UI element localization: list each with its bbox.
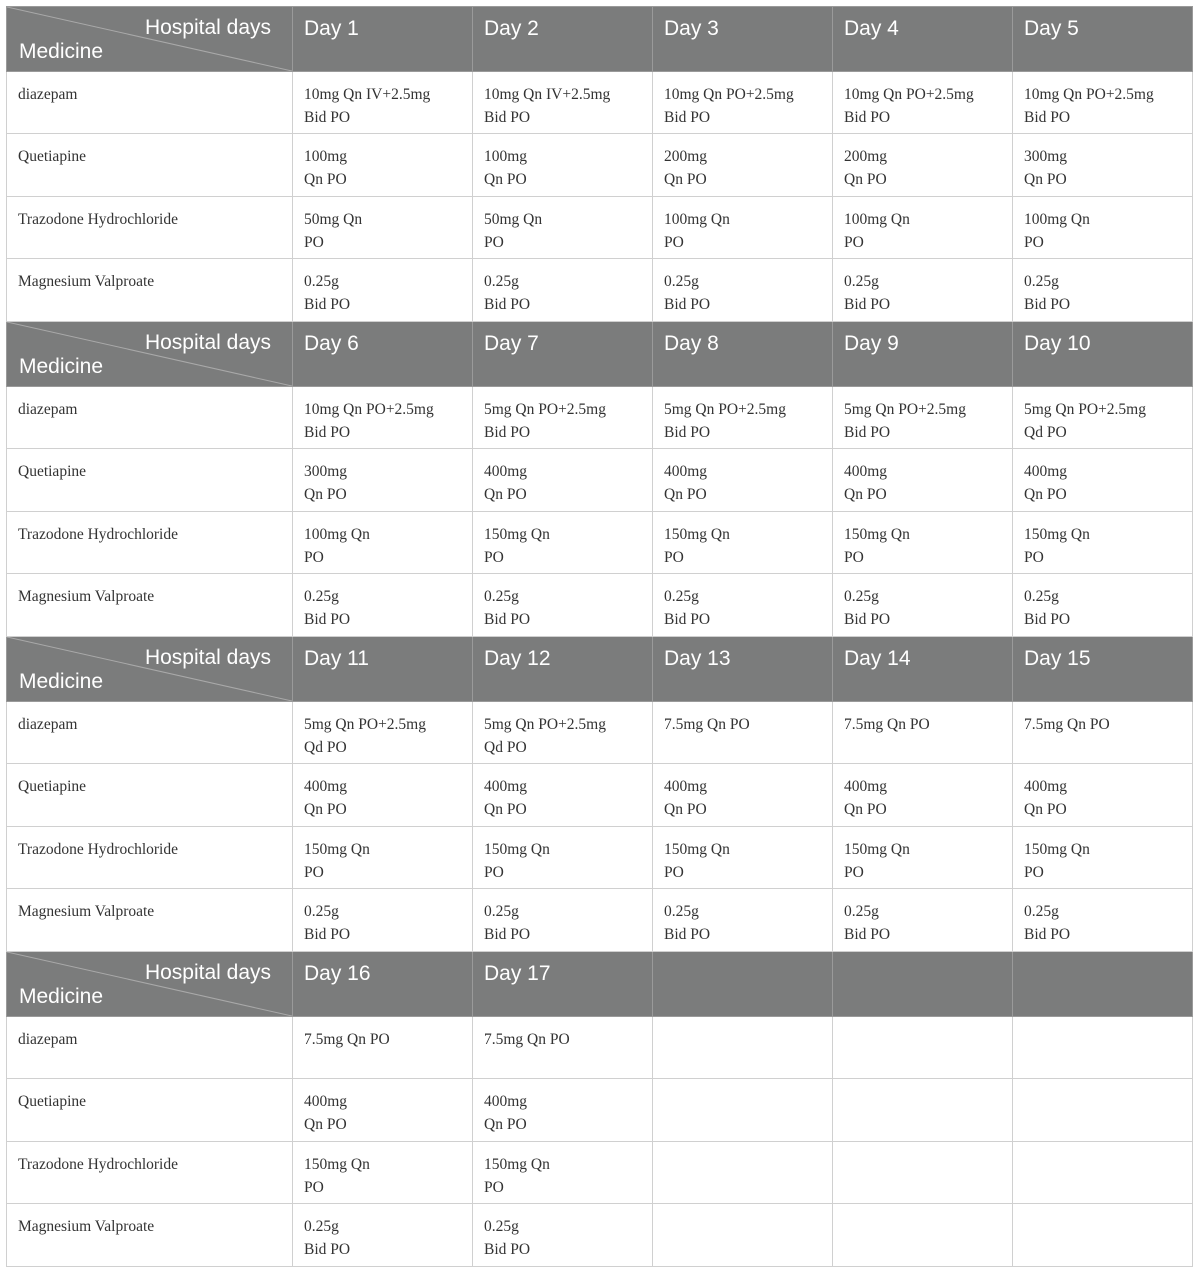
dose-line: PO (304, 863, 324, 881)
dose-cell (1013, 259, 1193, 322)
dose-line: Qn PO (844, 800, 887, 818)
dose-line: Qn PO (484, 485, 527, 503)
dose-line: 5mg Qn PO+2.5mg (664, 401, 786, 418)
day-header-cell: Day 8 (653, 322, 833, 387)
dose-cell (653, 197, 833, 259)
dose-line: 150mg Qn (484, 526, 550, 543)
dose-line: Bid PO (304, 423, 351, 441)
medicine-name-cell: Magnesium Valproate (7, 259, 293, 322)
dose-cell (833, 827, 1013, 889)
dose-line: 400mg (484, 463, 528, 480)
dose-cell (293, 889, 473, 952)
hospital-days-label: Hospital days (144, 646, 271, 669)
dose-line: PO (844, 863, 864, 881)
dose-cell (1013, 827, 1193, 889)
dose-cell (833, 134, 1013, 197)
dose-cell (1013, 889, 1193, 952)
dose-cell (833, 889, 1013, 952)
header-row (7, 637, 1193, 702)
dose-line: 10mg Qn PO+2.5mg (1024, 86, 1154, 103)
dose-line: Qn PO (844, 485, 887, 503)
dose-line: Qn PO (484, 800, 527, 818)
dose-cell (473, 889, 653, 952)
day-header-cell: Day 1 (293, 7, 473, 72)
day-header-cell: Day 4 (833, 7, 1013, 72)
dose-line: 300mg (304, 463, 348, 480)
dose-cell (293, 387, 473, 449)
table-body (7, 7, 1193, 1267)
dose-line: Bid PO (844, 610, 891, 628)
dose-line: PO (844, 548, 864, 566)
corner-header-cell (7, 637, 293, 702)
dose-cell (473, 1142, 653, 1204)
table-row (7, 764, 1193, 827)
dose-line: 150mg Qn (1024, 841, 1090, 858)
dose-cell (293, 259, 473, 322)
day-header-cell: Day 16 (293, 952, 473, 1017)
dose-line: 0.25g (664, 273, 699, 290)
dose-line: Qn PO (304, 170, 347, 188)
dose-line: Qn PO (1024, 170, 1067, 188)
dose-cell (653, 574, 833, 637)
corner-header-cell (7, 7, 293, 72)
dose-line: 100mg Qn (1024, 211, 1090, 228)
dose-line: 5mg Qn PO+2.5mg (1024, 401, 1146, 418)
dose-line: PO (484, 1178, 504, 1196)
medicine-name-cell: Trazodone Hydrochloride (7, 512, 293, 574)
medicine-name-cell: Trazodone Hydrochloride (7, 1142, 293, 1204)
dose-cell (473, 512, 653, 574)
day-header-cell: Day 11 (293, 637, 473, 702)
header-row (7, 952, 1193, 1017)
dose-line: 0.25g (844, 273, 879, 290)
dose-cell (653, 134, 833, 197)
dose-line: 100mg Qn (304, 526, 370, 543)
dose-cell (293, 827, 473, 889)
dose-cell (833, 259, 1013, 322)
dose-line: 0.25g (304, 273, 339, 290)
dose-line: Qn PO (1024, 485, 1067, 503)
dose-line: PO (664, 548, 684, 566)
dose-line: Bid PO (304, 925, 351, 943)
table-row (7, 72, 1193, 134)
hospital-days-label: Hospital days (144, 331, 271, 354)
dose-line: 0.25g (664, 588, 699, 605)
dose-cell (833, 764, 1013, 827)
dose-line: 10mg Qn PO+2.5mg (844, 86, 974, 103)
dose-cell (653, 1204, 833, 1267)
dose-line: Qn PO (664, 170, 707, 188)
dose-line: Bid PO (1024, 108, 1071, 126)
medicine-name-cell: Trazodone Hydrochloride (7, 827, 293, 889)
dose-cell (833, 387, 1013, 449)
dose-line: Qn PO (844, 170, 887, 188)
dose-line: Bid PO (304, 108, 351, 126)
dose-line: 5mg Qn PO+2.5mg (484, 716, 606, 733)
day-header-cell (653, 952, 833, 1017)
day-header-cell: Day 15 (1013, 637, 1193, 702)
dose-line: 0.25g (1024, 273, 1059, 290)
medicine-name-cell: Quetiapine (7, 449, 293, 512)
medicine-name-cell: Quetiapine (7, 764, 293, 827)
dose-cell (473, 574, 653, 637)
dose-cell (293, 134, 473, 197)
dose-cell (653, 1017, 833, 1079)
dose-cell (473, 827, 653, 889)
dose-cell (473, 387, 653, 449)
table-row (7, 259, 1193, 322)
dose-line: Bid PO (664, 925, 711, 943)
dose-cell (653, 387, 833, 449)
dose-line: 50mg Qn (304, 211, 363, 228)
dose-line: 150mg Qn (664, 841, 730, 858)
dose-line: 100mg (304, 148, 348, 165)
dose-line: Qd PO (1024, 423, 1067, 441)
dose-line: 7.5mg Qn PO (844, 716, 930, 733)
dose-cell (653, 889, 833, 952)
dose-cell (473, 197, 653, 259)
dose-cell (653, 1079, 833, 1142)
dose-line: 150mg Qn (1024, 526, 1090, 543)
dose-line: Qd PO (484, 738, 527, 756)
medicine-label: Medicine (19, 670, 104, 693)
dose-line: Bid PO (664, 295, 711, 313)
dose-cell (833, 1079, 1013, 1142)
dose-cell (833, 1204, 1013, 1267)
dose-cell (473, 702, 653, 764)
dose-line: 10mg Qn IV+2.5mg (304, 86, 431, 103)
dose-cell (653, 702, 833, 764)
dose-cell (293, 1142, 473, 1204)
dose-line: Bid PO (1024, 295, 1071, 313)
dose-line: 400mg (1024, 778, 1068, 795)
dose-line: PO (1024, 233, 1044, 251)
medicine-name-cell: Quetiapine (7, 1079, 293, 1142)
dose-cell (653, 827, 833, 889)
dose-line: 0.25g (484, 588, 519, 605)
table-row (7, 1142, 1193, 1204)
dose-line: Bid PO (664, 423, 711, 441)
dose-line: 150mg Qn (844, 526, 910, 543)
dose-line: Bid PO (484, 108, 531, 126)
day-header-cell: Day 7 (473, 322, 653, 387)
dose-line: Bid PO (664, 610, 711, 628)
day-header-cell: Day 6 (293, 322, 473, 387)
dose-line: 400mg (484, 1093, 528, 1110)
dose-line: 400mg (844, 778, 888, 795)
dose-cell (833, 574, 1013, 637)
dose-cell (1013, 574, 1193, 637)
dose-line: 200mg (844, 148, 888, 165)
dose-line: PO (664, 863, 684, 881)
dose-cell (1013, 764, 1193, 827)
dose-line: Bid PO (1024, 925, 1071, 943)
dose-line: PO (844, 233, 864, 251)
dose-cell (833, 449, 1013, 512)
dose-cell (1013, 1017, 1193, 1079)
dose-cell (473, 1079, 653, 1142)
day-header-cell: Day 12 (473, 637, 653, 702)
dose-line: 150mg Qn (484, 1156, 550, 1173)
corner-header-cell (7, 952, 293, 1017)
dose-line: Qn PO (304, 485, 347, 503)
dose-line: 5mg Qn PO+2.5mg (844, 401, 966, 418)
dose-cell (293, 702, 473, 764)
table-row (7, 574, 1193, 637)
dose-line: 100mg Qn (844, 211, 910, 228)
dose-line: 400mg (304, 778, 348, 795)
dose-line: Qd PO (304, 738, 347, 756)
day-header-cell: Day 2 (473, 7, 653, 72)
medicine-name-cell: diazepam (7, 387, 293, 449)
dose-line: Bid PO (484, 423, 531, 441)
table-row (7, 1204, 1193, 1267)
dose-line: PO (304, 233, 324, 251)
dose-line: Bid PO (664, 108, 711, 126)
dose-line: 7.5mg Qn PO (304, 1031, 390, 1048)
medicine-label: Medicine (19, 40, 104, 63)
corner-header-cell (7, 322, 293, 387)
dose-line: Bid PO (484, 925, 531, 943)
dose-line: Bid PO (844, 295, 891, 313)
dose-line: 0.25g (844, 588, 879, 605)
dose-line: 10mg Qn PO+2.5mg (664, 86, 794, 103)
dose-cell (473, 134, 653, 197)
dose-cell (1013, 512, 1193, 574)
dose-cell (293, 449, 473, 512)
dose-cell (1013, 1079, 1193, 1142)
dose-cell (653, 259, 833, 322)
medicine-name-cell: Magnesium Valproate (7, 1204, 293, 1267)
medicine-name-cell: Magnesium Valproate (7, 574, 293, 637)
dose-cell (1013, 1142, 1193, 1204)
dose-cell (473, 1017, 653, 1079)
header-row (7, 7, 1193, 72)
dose-cell (833, 702, 1013, 764)
header-row (7, 322, 1193, 387)
hospital-days-label: Hospital days (144, 16, 271, 39)
dose-cell (473, 72, 653, 134)
medicine-label: Medicine (19, 355, 104, 378)
dose-line: Bid PO (844, 925, 891, 943)
dose-cell (293, 764, 473, 827)
day-header-cell: Day 14 (833, 637, 1013, 702)
day-header-cell (833, 952, 1013, 1017)
dose-cell (653, 1142, 833, 1204)
dose-cell (833, 1017, 1013, 1079)
dose-cell (293, 1017, 473, 1079)
dose-line: PO (484, 233, 504, 251)
table-row (7, 387, 1193, 449)
medicine-name-cell: Trazodone Hydrochloride (7, 197, 293, 259)
dose-line: Qn PO (304, 1115, 347, 1133)
table-row (7, 1017, 1193, 1079)
medicine-name-cell: diazepam (7, 702, 293, 764)
dose-cell (1013, 197, 1193, 259)
dose-cell (293, 1204, 473, 1267)
hospital-days-label: Hospital days (144, 961, 271, 984)
dose-line: 0.25g (664, 903, 699, 920)
day-header-cell: Day 9 (833, 322, 1013, 387)
dose-line: Bid PO (844, 423, 891, 441)
dose-line: Bid PO (304, 295, 351, 313)
dose-line: Qn PO (304, 800, 347, 818)
dose-line: 0.25g (1024, 588, 1059, 605)
dose-line: 300mg (1024, 148, 1068, 165)
day-header-cell: Day 3 (653, 7, 833, 72)
table-row (7, 1079, 1193, 1142)
dose-cell (653, 72, 833, 134)
dose-cell (833, 72, 1013, 134)
dose-cell (1013, 134, 1193, 197)
dose-line: PO (304, 1178, 324, 1196)
dose-line: Qn PO (484, 1115, 527, 1133)
dose-line: 150mg Qn (304, 1156, 370, 1173)
dose-line: 0.25g (484, 903, 519, 920)
dose-line: 0.25g (1024, 903, 1059, 920)
dose-line: Qn PO (664, 800, 707, 818)
dose-line: 5mg Qn PO+2.5mg (484, 401, 606, 418)
medicine-name-cell: Magnesium Valproate (7, 889, 293, 952)
medicine-name-cell: Quetiapine (7, 134, 293, 197)
dose-line: PO (664, 233, 684, 251)
medicine-name-cell: diazepam (7, 72, 293, 134)
medicine-name-cell: diazepam (7, 1017, 293, 1079)
dose-line: Bid PO (484, 1240, 531, 1258)
dose-line: Bid PO (304, 1240, 351, 1258)
dose-line: 400mg (664, 463, 708, 480)
dose-line: 400mg (664, 778, 708, 795)
medicine-label: Medicine (19, 985, 104, 1008)
dose-line: 50mg Qn (484, 211, 543, 228)
dose-cell (293, 512, 473, 574)
table-row (7, 889, 1193, 952)
dose-line: Bid PO (304, 610, 351, 628)
dose-line: Qn PO (484, 170, 527, 188)
dose-line: 150mg Qn (484, 841, 550, 858)
dose-cell (1013, 449, 1193, 512)
dose-cell (293, 574, 473, 637)
medication-schedule-table (6, 6, 1193, 1267)
dose-line: Qn PO (664, 485, 707, 503)
dose-line: 5mg Qn PO+2.5mg (304, 716, 426, 733)
dose-line: 0.25g (484, 273, 519, 290)
dose-line: PO (484, 548, 504, 566)
day-header-cell: Day 10 (1013, 322, 1193, 387)
dose-line: 100mg (484, 148, 528, 165)
dose-line: 0.25g (304, 1218, 339, 1235)
dose-line: Bid PO (844, 108, 891, 126)
dose-line: 7.5mg Qn PO (1024, 716, 1110, 733)
dose-line: Bid PO (484, 295, 531, 313)
day-header-cell: Day 5 (1013, 7, 1193, 72)
dose-line: 0.25g (304, 903, 339, 920)
dose-line: Qn PO (1024, 800, 1067, 818)
dose-line: 0.25g (304, 588, 339, 605)
dose-line: 400mg (844, 463, 888, 480)
table-row (7, 827, 1193, 889)
dose-cell (473, 1204, 653, 1267)
dose-cell (653, 449, 833, 512)
table-row (7, 197, 1193, 259)
dose-line: 400mg (484, 778, 528, 795)
table-row (7, 512, 1193, 574)
dose-line: Bid PO (1024, 610, 1071, 628)
dose-cell (293, 1079, 473, 1142)
dose-line: PO (304, 548, 324, 566)
dose-cell (1013, 702, 1193, 764)
dose-cell (293, 72, 473, 134)
day-header-cell: Day 13 (653, 637, 833, 702)
dose-cell (833, 512, 1013, 574)
dose-cell (653, 764, 833, 827)
table-row (7, 449, 1193, 512)
dose-line: 7.5mg Qn PO (664, 716, 750, 733)
day-header-cell: Day 17 (473, 952, 653, 1017)
dose-cell (1013, 387, 1193, 449)
dose-cell (1013, 72, 1193, 134)
dose-line: 0.25g (484, 1218, 519, 1235)
dose-line: PO (1024, 863, 1044, 881)
dose-cell (1013, 1204, 1193, 1267)
day-header-cell (1013, 952, 1193, 1017)
dose-cell (473, 764, 653, 827)
dose-line: 150mg Qn (664, 526, 730, 543)
dose-cell (833, 1142, 1013, 1204)
table-row (7, 702, 1193, 764)
dose-line: 0.25g (844, 903, 879, 920)
dose-cell (473, 259, 653, 322)
dose-cell (833, 197, 1013, 259)
dose-line: 400mg (304, 1093, 348, 1110)
dose-line: 150mg Qn (844, 841, 910, 858)
dose-line: 10mg Qn PO+2.5mg (304, 401, 434, 418)
dose-line: 100mg Qn (664, 211, 730, 228)
dose-cell (293, 197, 473, 259)
dose-line: 200mg (664, 148, 708, 165)
table-row (7, 134, 1193, 197)
dose-line: 400mg (1024, 463, 1068, 480)
dose-line: Bid PO (484, 610, 531, 628)
dose-line: PO (484, 863, 504, 881)
dose-line: PO (1024, 548, 1044, 566)
dose-cell (653, 512, 833, 574)
dose-cell (473, 449, 653, 512)
dose-line: 150mg Qn (304, 841, 370, 858)
dose-line: 10mg Qn IV+2.5mg (484, 86, 611, 103)
dose-line: 7.5mg Qn PO (484, 1031, 570, 1048)
